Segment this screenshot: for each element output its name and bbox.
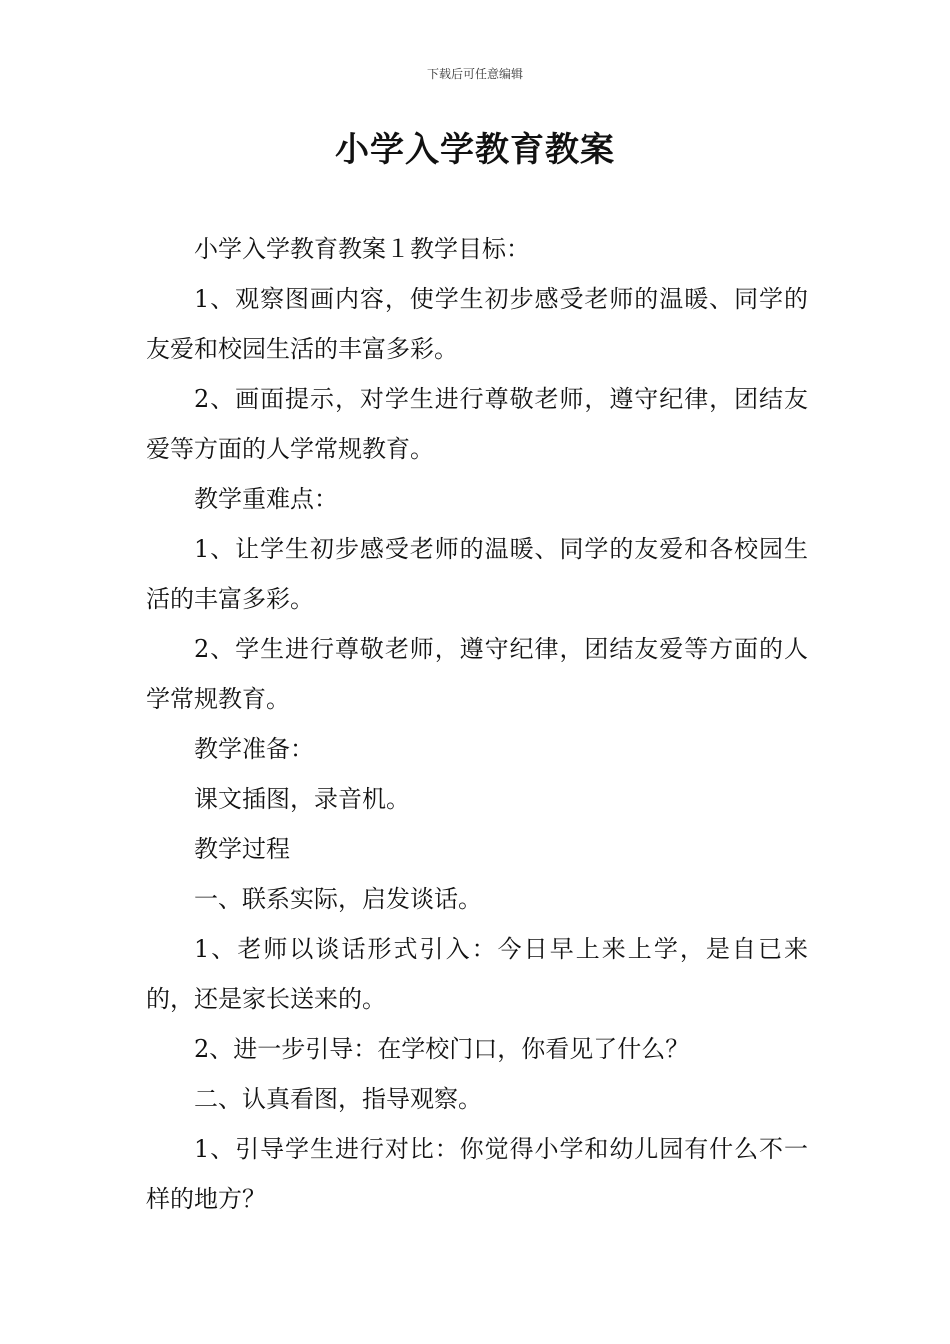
document-body bbox=[146, 224, 808, 1224]
paragraph: 1、引导学生进行对比：你觉得小学和幼儿园有什么不一样的地方？ bbox=[146, 1135, 808, 1213]
paragraph: 二、认真看图，指导观察。 bbox=[194, 1085, 482, 1113]
paragraph: 1、老师以谈话形式引入：今日早上来上学，是自已来的，还是家长送来的。 bbox=[146, 935, 808, 1013]
document-title: 小学入学教育教案 bbox=[335, 130, 615, 170]
paragraph: 课文插图，录音机。 bbox=[194, 785, 410, 813]
paragraph: 1、让学生初步感受老师的温暖、同学的友爱和各校园生活的丰富多彩。 bbox=[146, 535, 808, 613]
paragraph: 教学重难点： bbox=[194, 485, 338, 513]
paragraph: 2、进一步引导：在学校门口，你看见了什么？ bbox=[194, 1035, 690, 1063]
paragraph: 2、学生进行尊敬老师，遵守纪律，团结友爱等方面的人学常规教育。 bbox=[146, 635, 808, 713]
paragraph: 教学过程 bbox=[194, 835, 290, 863]
paragraph: 2、画面提示，对学生进行尊敬老师，遵守纪律，团结友爱等方面的人学常规教育。 bbox=[146, 385, 808, 463]
paragraph: 教学准备： bbox=[194, 735, 314, 763]
paragraph: 小学入学教育教案１教学目标： bbox=[194, 235, 530, 263]
paragraph: 一、联系实际，启发谈话。 bbox=[194, 885, 482, 913]
paragraph: 1、观察图画内容，使学生初步感受老师的温暖、同学的友爱和校园生活的丰富多彩。 bbox=[146, 285, 808, 363]
header-note: 下载后可任意编辑 bbox=[426, 67, 523, 81]
